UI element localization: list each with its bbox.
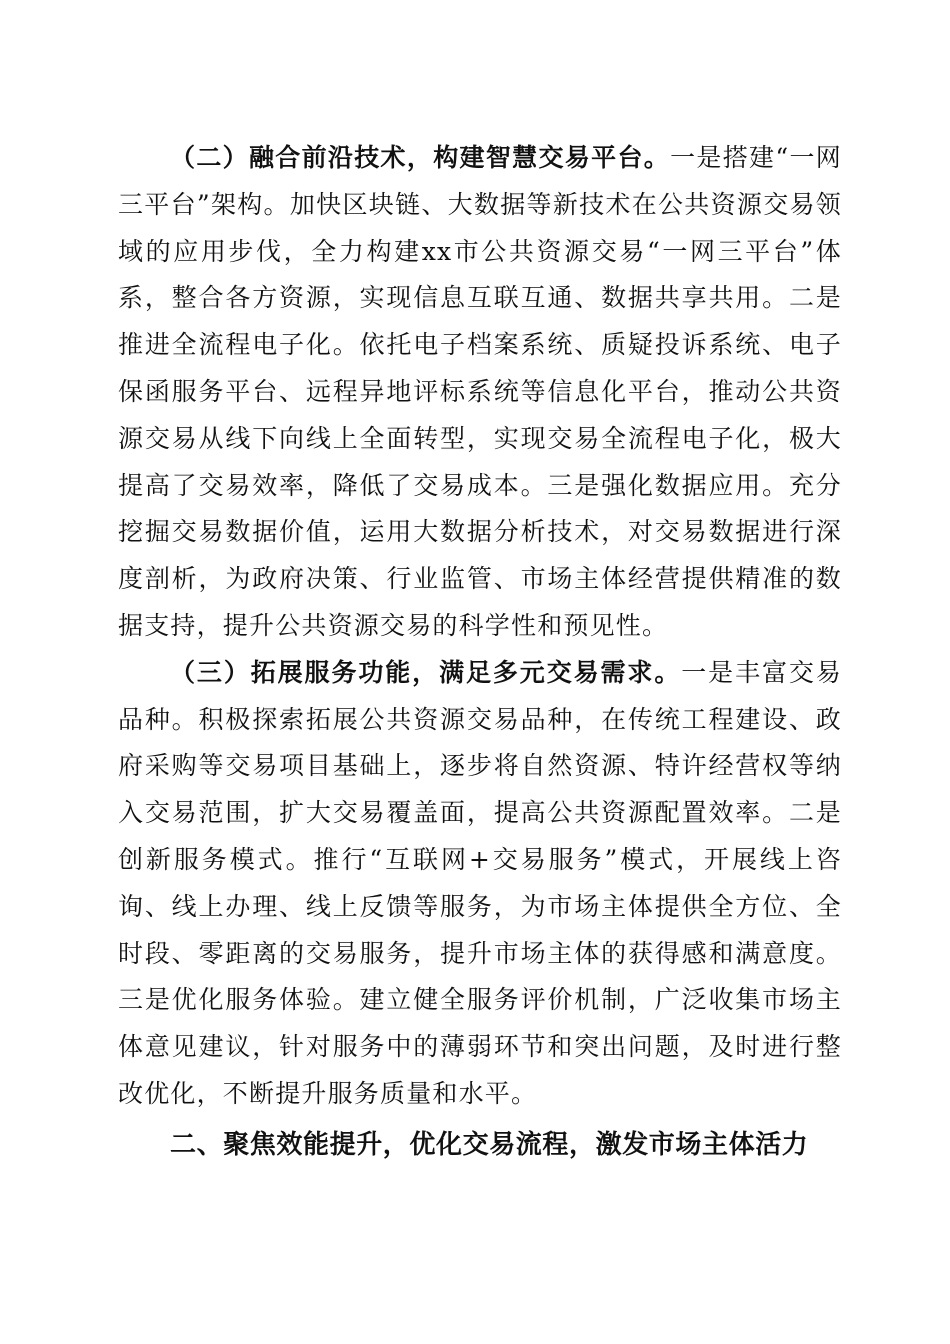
section-heading: 二、聚焦效能提升，优化交易流程，激发市场主体活力 — [170, 1129, 809, 1160]
paragraph-service-functions — [118, 650, 842, 1118]
paragraph-lead: （二）融合前沿技术，构建智慧交易平台。 — [170, 143, 671, 172]
paragraph-text: 一是丰富交易品种。积极探索拓展公共资源交易品种，在传统工程建设、政府采购等交易项目基础上，逐步将自然资源、特许经营权等纳入交易范围，扩大交易覆盖面，提高公共资源配置效率。二是创新服务模式。推行“互联网+交易服务”模式，开展线上咨询、线上办理、线上反馈等服务，为市场主体提供全方位、全时段、零距离的交易服务，提升市场主体的获得感和满意度。三是优化服务体验。建立健全服务评价机制，广泛收集市场主体意见建议，针对服务中的薄弱环节和突出问题，及时进行整改优化，不断提升服务质量和水平。 — [118, 657, 842, 1108]
paragraph-text: 一是搭建“一网三平台”架构。加快区块链、大数据等新技术在公共资源交易领域的应用步伐，全力构建xx市公共资源交易“一网三平台”体系，整合各方资源，实现信息互联互通、数据共享共用。二是推进全流程电子化。依托电子档案系统、质疑投诉系统、电子保函服务平台、远程异地评标系统等信息化平台，推动公共资源交易从线下向线上全面转型，实现交易全流程电子化，极大提高了交易效率，降低了交易成本。三是强化数据应用。充分挖掘交易数据价值，运用大数据分析技术，对交易数据进行深度剖析，为政府决策、行业监管、市场主体经营提供精准的数据支持，提升公共资源交易的科学性和预见性。 — [118, 143, 842, 640]
paragraph-lead: （三）拓展服务功能，满足多元交易需求。 — [170, 657, 682, 687]
document-body — [118, 135, 842, 1170]
paragraph-smart-trading-platform — [118, 135, 842, 650]
